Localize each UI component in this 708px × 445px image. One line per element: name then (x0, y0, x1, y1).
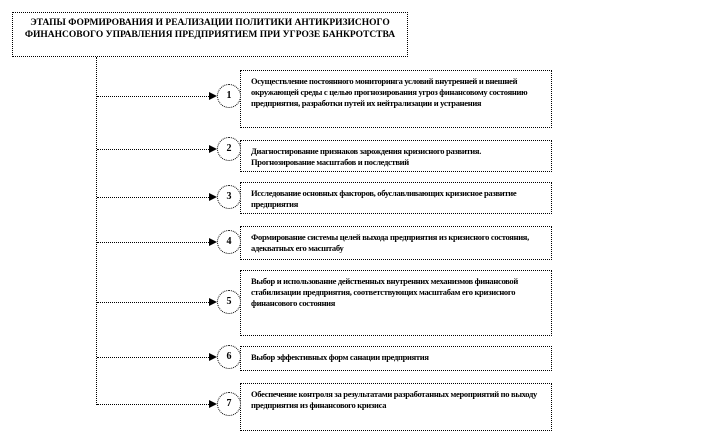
stage-number: 6 (217, 345, 241, 369)
connector-trunk (96, 57, 97, 405)
stage-box: Обеспечение контроля за результатами разработанных мероприятий по выходу предприятия из финансового кризиса (240, 383, 552, 431)
connector-branch (97, 357, 211, 358)
connector-branch (97, 149, 211, 150)
stage-box: Выбор эффективных форм санации предприятия (240, 346, 552, 371)
arrow-icon (209, 298, 217, 306)
stage-box: Исследование основных факторов, обуславливающих кризисное развитие предприятия (240, 182, 552, 214)
stage-box: Осуществление постоянного мониторинга условий внутренней и внешней окружающей среды с целью прогнозирования угроз финансовому состоянию предприятия, разработки путей их нейтрализации и устранения (240, 70, 552, 128)
connector-branch (97, 96, 211, 97)
stage-box: Диагностирование признаков зарождения кризисного развития. Прогнозирование масштабов и последствий (240, 140, 552, 172)
connector-branch (97, 242, 211, 243)
stage-number: 1 (217, 84, 241, 108)
stage-box: Выбор и использование действенных внутренних механизмов финансовой стабилизации предприятия, соответствующих масштабам его кризисного финансового состояния (240, 270, 552, 336)
stage-number: 5 (217, 290, 241, 314)
stage-box: Формирование системы целей выхода предприятия из кризисного состояния, адекватных его масштабу (240, 226, 552, 260)
stage-number: 2 (217, 137, 241, 161)
arrow-icon (209, 92, 217, 100)
arrow-icon (209, 145, 217, 153)
stage-number: 7 (217, 392, 241, 416)
connector-branch (97, 197, 211, 198)
arrow-icon (209, 238, 217, 246)
arrow-icon (209, 400, 217, 408)
connector-branch (97, 404, 211, 405)
stage-number: 4 (217, 230, 241, 254)
arrow-icon (209, 193, 217, 201)
arrow-icon (209, 353, 217, 361)
connector-branch (97, 302, 211, 303)
diagram-title: ЭТАПЫ ФОРМИРОВАНИЯ И РЕАЛИЗАЦИИ ПОЛИТИКИ АНТИКРИЗИСНОГО ФИНАНСОВОГО УПРАВЛЕНИЯ ПРЕДПРИЯТИЕМ ПРИ УГРОЗЕ БАНКРОТСТВА (12, 12, 408, 57)
stage-number: 3 (217, 185, 241, 209)
